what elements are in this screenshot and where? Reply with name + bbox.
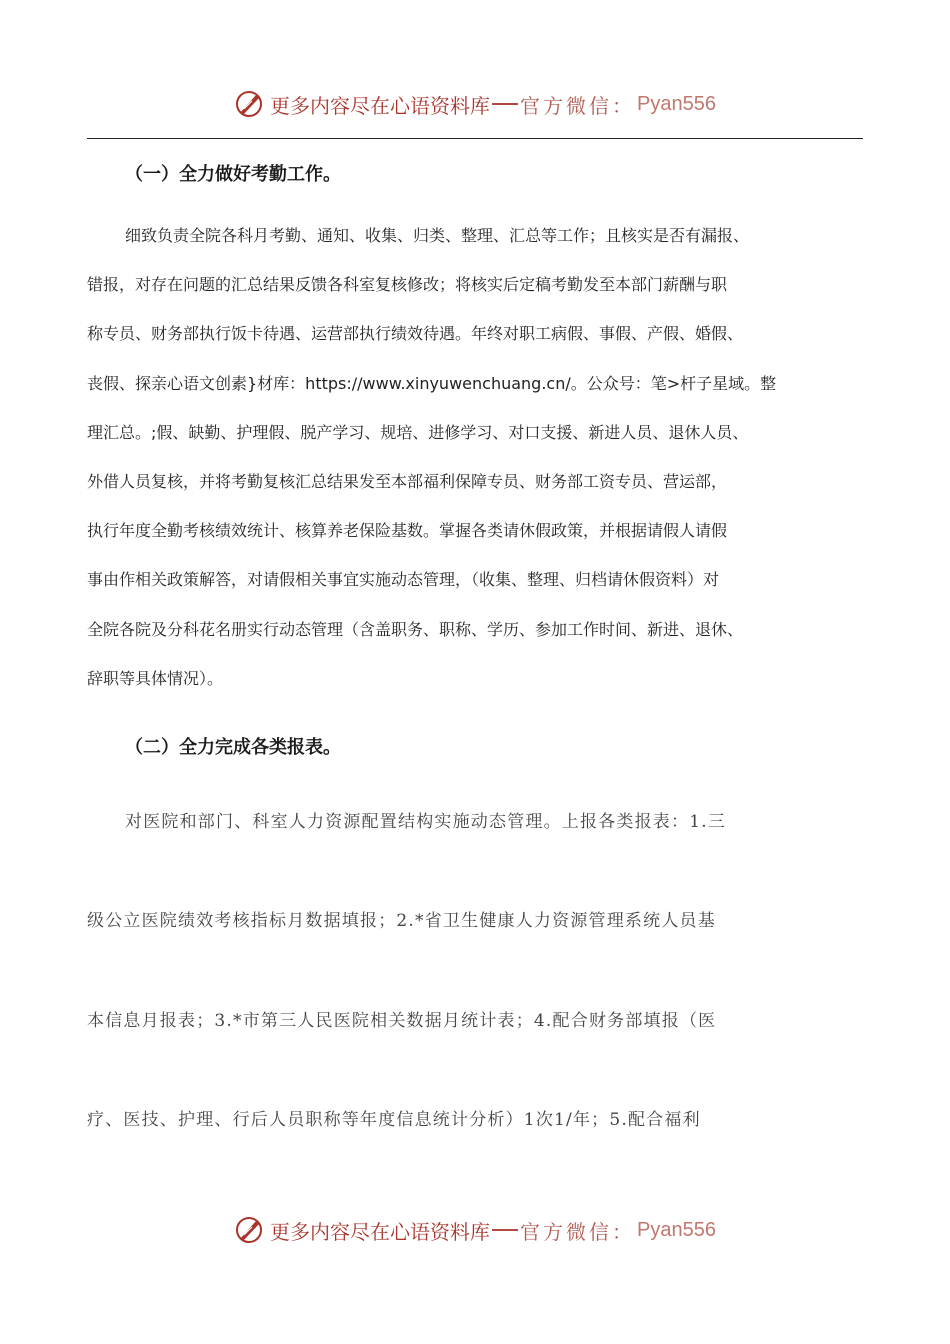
header-banner	[0, 84, 950, 124]
paragraph-line: 细致负责全院各科月考勤、通知、收集、归类、整理、汇总等工作；且核实是否有漏报、	[125, 226, 750, 245]
paragraph-line: 称专员、财务部执行饭卡待遇、运营部执行绩效待遇。年终对职工病假、事假、产假、婚假、	[87, 324, 744, 344]
paragraph-line: 本信息月报表；3.*市第三人民医院相关数据月统计表；4.配合财务部填报（医	[87, 1010, 717, 1031]
paragraph-line: 丧假、探亲心语文创素}材库：https://www.xinyuwenchuang.cn/。公众号：笔>杆子星域。整	[87, 373, 777, 393]
paragraph-line: 错报，对存在问题的汇总结果反馈各科室复核修改；将核实后定稿考勤发至本部门薪酬与职	[87, 275, 728, 295]
banner-brand: 更多内容尽在心语资料库	[270, 93, 491, 118]
section-paragraph	[87, 810, 867, 1207]
banner-wechat-id: Pyan556	[637, 1218, 716, 1241]
section-paragraph	[87, 224, 867, 716]
banner-brand: 更多内容尽在心语资料库	[270, 1219, 491, 1244]
banner-wechat-label: 官方微信：	[520, 93, 636, 118]
paragraph-line: 执行年度全勤考核绩效统计、核算养老保险基数。掌握各类请休假政策，并根据请假人请假	[87, 521, 728, 541]
paragraph-line: 外借人员复核，并将考勤复核汇总结果发至本部福利保障专员、财务部工资专员、营运部，	[87, 471, 728, 491]
quill-logo-icon	[234, 89, 264, 119]
paragraph-line: 全院各院及分科花名册实行动态管理（含盖职务、职称、学历、参加工作时间、新进、退休、	[87, 619, 744, 639]
paragraph-line: 辞职等具体情况）。	[87, 668, 224, 688]
section-heading: （二）全力完成各类报表。	[125, 737, 341, 758]
paragraph-line: 对医院和部门、科室人力资源配置结构实施动态管理。上报各类报表：1.三	[125, 812, 727, 832]
footer-banner	[0, 1210, 950, 1250]
paragraph-line: 疗、医技、护理、行后人员职称等年度信息统计分析）1次1/年；5.配合福利	[87, 1109, 701, 1130]
banner-wechat-id: Pyan556	[637, 92, 716, 115]
banner-dash	[492, 1229, 518, 1231]
paragraph-line: 理汇总。;假、缺勤、护理假、脱产学习、规培、进修学习、对口支援、新进人员、退休人员、	[87, 422, 749, 442]
paragraph-line: 级公立医院绩效考核指标月数据填报；2.*省卫生健康人力资源管理系统人员基	[87, 911, 716, 932]
quill-logo-icon	[234, 1215, 264, 1245]
banner-dash	[492, 103, 518, 105]
header-rule	[87, 138, 863, 139]
paragraph-line: 事由作相关政策解答，对请假相关事宜实施动态管理，（收集、整理、归档请休假资料）对	[87, 570, 720, 590]
banner-wechat-label: 官方微信：	[520, 1219, 636, 1244]
section-heading: （一）全力做好考勤工作。	[125, 164, 341, 185]
